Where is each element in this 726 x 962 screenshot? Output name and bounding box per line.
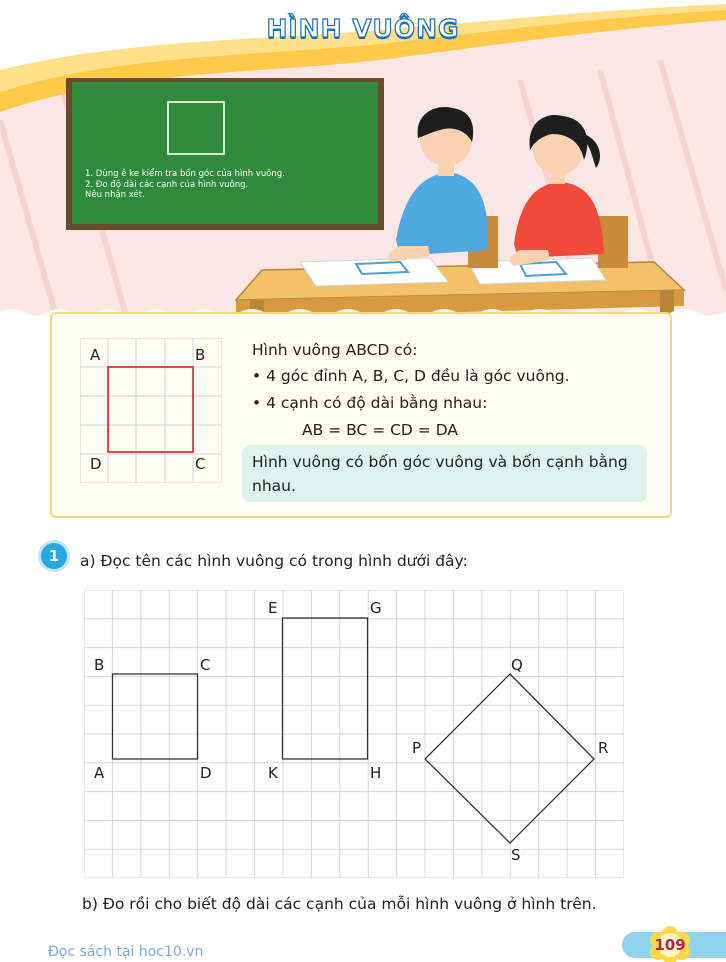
definition-bullet-angles: • 4 góc đỉnh A, B, C, D đều là góc vuông. xyxy=(252,367,570,385)
exercise-grid xyxy=(84,590,624,878)
label-g: G xyxy=(370,599,382,617)
chalkboard-instructions xyxy=(85,169,345,201)
page-number: 109 xyxy=(654,936,686,954)
exercise-number-badge: 1 xyxy=(41,543,67,569)
lesson-illustration xyxy=(0,0,726,330)
exercise-part-b: b) Đo rồi cho biết độ dài các cạnh của mỗi hình vuông ở hình trên. xyxy=(82,895,597,913)
definition-bullet-sides: • 4 cạnh có độ dài bằng nhau: xyxy=(252,394,488,412)
definition-heading: Hình vuông ABCD có: xyxy=(252,341,418,359)
label-s: S xyxy=(511,846,521,864)
label-e: E xyxy=(268,599,278,617)
vertex-label-a: A xyxy=(90,346,101,364)
label-c: C xyxy=(200,656,211,674)
label-b: B xyxy=(94,656,105,674)
exercise-part-a: a) Đọc tên các hình vuông có trong hình dưới đây: xyxy=(80,552,468,570)
label-q: Q xyxy=(511,656,523,674)
vertex-label-c: C xyxy=(195,455,206,473)
board-line-2: 2. Đo độ dài các cạnh của hình vuông. xyxy=(85,179,249,190)
label-a: A xyxy=(94,764,105,782)
label-h: H xyxy=(370,764,382,782)
square-abcd-exercise xyxy=(113,674,198,759)
footer-link[interactable]: Đọc sách tại hoc10.vn xyxy=(48,944,204,960)
label-r: R xyxy=(598,739,609,757)
square-abcd xyxy=(108,367,193,452)
page-title: HÌNH VUÔNG xyxy=(266,14,460,43)
board-line-3: Nêu nhận xét. xyxy=(85,190,145,200)
label-k: K xyxy=(268,764,278,782)
label-p: P xyxy=(412,739,422,757)
square-pqrs xyxy=(425,674,594,843)
side-equation: AB = BC = CD = DA xyxy=(302,421,458,439)
label-d: D xyxy=(200,764,212,782)
vertex-label-b: B xyxy=(195,346,206,364)
rectangle-egkh xyxy=(283,618,368,759)
board-line-1: 1. Dùng ê ke kiểm tra bốn góc của hình vuông. xyxy=(85,169,285,179)
conclusion-text: Hình vuông có bốn góc vuông và bốn cạnh bằng nhau. xyxy=(252,453,628,495)
vertex-label-d: D xyxy=(90,455,102,473)
